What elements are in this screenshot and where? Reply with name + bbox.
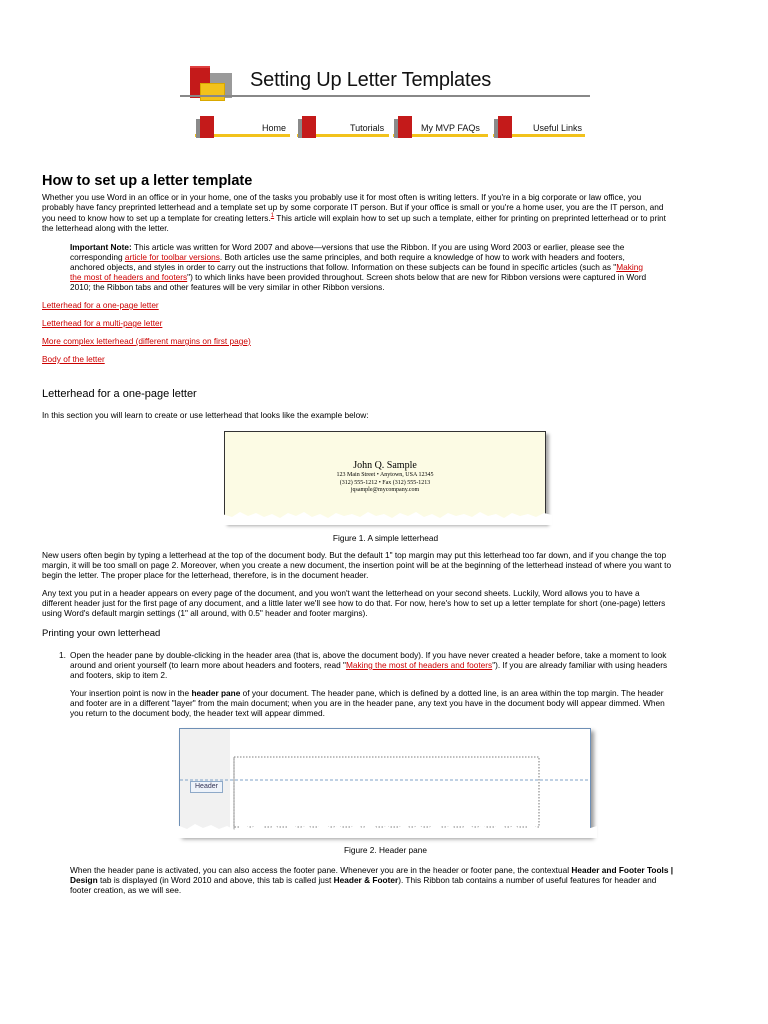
letterhead-phone: (312) 555-1212 • Fax (312) 555-1213 [339,480,431,486]
article-title: How to set up a letter template [42,173,253,189]
toc-link-complex[interactable]: More complex letterhead (different margins on first page) [42,335,251,346]
subsection-title: Printing your own letterhead [42,628,161,639]
site-banner [180,63,592,103]
banner-rule [180,95,590,97]
nav-marker-icon [200,116,214,138]
figure2-caption: Figure 2. Header pane [343,845,428,855]
headers-footers-link-cont[interactable]: the most of headers and footers [70,271,188,282]
intro-paragraph: Whether you use Word in an office or in your home, one of the tasks you probably use it for most often is writing letters. If you're in a big corporate or law office, you probably have fancy preprinted letterhead and a template set up by some corporate IT person. But if your office is small or you're a home user, you are the IT person, and you need to know how to set up a template for creating letters.$^1$ This article will explain how to set up such a template, either for printing on preprinted letterhead or to print the letterhead along with the letter. [42,192,666,233]
nav-label[interactable]: Useful Links [533,123,583,133]
step-number: 1. [59,650,66,660]
letterhead-email: jqsample@mycompany.com [350,487,420,493]
note-label: Important Note: [70,242,132,252]
step-1-detail: Your insertion point is now in the header pane of your document. The header pane, which is defined by a dotted line, is an area within the top margin. The header and footer are in a different "layer" from the main document; when you are in the header pane, any text you have in the document body will appear dimmed. When you return to the document body, the header text will appear dimmed. [70,688,665,718]
figure1-caption: Figure 1. A simple letterhead [332,533,439,543]
toc [42,301,251,365]
toolbar-article-link[interactable]: article for toolbar versions [124,251,220,262]
toc-link-body[interactable]: Body of the letter [42,353,105,364]
toc-link-one-page[interactable]: Letterhead for a one-page letter [42,300,159,310]
letterhead-name: John Q. Sample [353,460,417,471]
nav-marker-icon [398,116,412,138]
paragraph-margins: New users often begin by typing a letterhead at the top of the document body. But the default 1" top margin may put this letterhead too far down, and if you change the top margin, it will be too small on page 2. Moreover, when you create a new document, the insertion point will be at the beginning of the letterhead instead of where you want to begin the letter. The proper place for the letterhead, therefore, is in the document header. [42,550,672,580]
nav-label[interactable]: Tutorials [350,123,385,133]
important-note: Important Note: This article was written for Word 2007 and above—versions that use the Ribbon. If you are using Word 2003 or earlier, please see the corresponding article for toolbar versions. Both articles use the same principles, and both require a knowledge of how to work with headers and footers, anchored objects, and styles in order to carry out the instructions that follow. Information on these subjects can be found in specific articles (such as "Making the most of headers and footers") to which links have been provided throughout. Screen shots below that are new for Ribbon versions were captured in Word 2010; the Ribbon tabs and other features will be very similar in other Ribbon versions. [70,242,647,292]
nav-label[interactable]: Home [262,123,287,133]
step-1: Open the header pane by double-clicking in the header area (that is, above the document body). If you have never created a header before, take a moment to look around and orient yourself (to learn more about headers and footers, read "Making the most of headers and footers"). If you are already familiar with using headers and footers, skip to item 2. [70,650,668,680]
header-tag: Header [190,781,223,793]
section-title: Letterhead for a one-page letter [42,388,197,400]
torn-edge [222,505,552,525]
section-intro: In this section you will learn to create or use letterhead that looks like the example below: [42,410,369,420]
nav-marker-icon [302,116,316,138]
toc-link-multi-page[interactable]: Letterhead for a multi-page letter [42,317,163,328]
figure-header-pane [179,728,592,836]
logo-yellow-square [200,83,225,101]
paragraph-footer-pane: When the header pane is activated, you can also access the footer pane. Whenever you are in the header or footer pane, the contextual Header and Footer Tools | Design tab is displayed (in Word 2010 and above, this tab is called just Header & Footer). This Ribbon tab contains a number of useful features for header and footer creation, as we will see. [70,865,674,895]
nav-label[interactable]: My MVP FAQs [421,123,480,133]
headers-footers-link[interactable]: Making [616,261,643,272]
site-title: Setting Up Letter Templates [250,69,492,91]
letterhead-address: 123 Main Street • Anytown, USA 12345 [336,472,434,478]
figure-letterhead [224,431,547,522]
paragraph-header: Any text you put in a header appears on every page of the document, and you won't want the letterhead on your second sheets. Luckily, Word allows you to have a different header just for the first page of any document, and a little later we'll see how to do that. For now, here's how to set up a letter template for short (one-page) letters using Word's default margin settings (1" all around, with 0.5" header and footer margins). [42,588,666,618]
headers-footers-link-step[interactable]: Making the most of headers and footers [346,659,493,670]
torn-edge [177,818,597,838]
nav-marker-icon [498,116,512,138]
footnote-link[interactable]: 1 [270,212,275,219]
